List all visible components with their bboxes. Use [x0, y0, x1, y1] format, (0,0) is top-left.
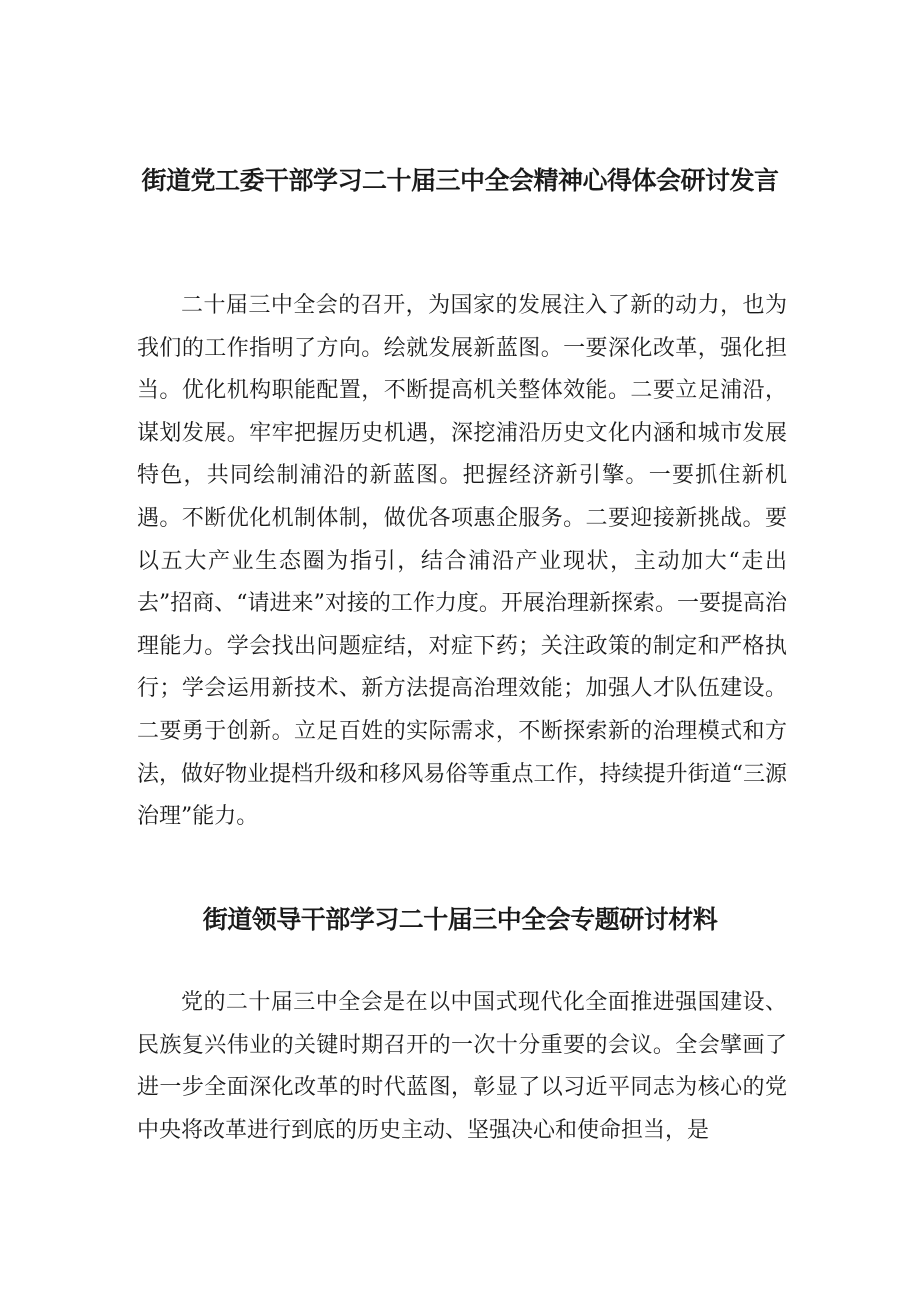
section-1-title: 街道党工委干部学习二十届三中全会精神心得体会研讨发言: [141, 166, 779, 195]
section-1-body: 二十届三中全会的召开，为国家的发展注入了新的动力，也为我们的工作指明了方向。绘就发展新蓝图。一要深化改革，强化担当。优化机构职能配置，不断提高机关整体效能。二要立足浦沿，谋划发展。牢牢把握历史机遇，深挖浦沿历史文化内涵和城市发展特色，共同绘制浦沿的新蓝图。把握经济新引擎。一要抓住新机遇。不断优化机制体制，做优各项惠企服务。二要迎接新挑战。要以五大产业生态圈为指引，结合浦沿产业现状，主动加大“走出去”招商、“请进来”对接的工作力度。开展治理新探索。一要提高治理能力。学会找出问题症结，对症下药；关注政策的制定和严格执行；学会运用新技术、新方法提高治理效能；加强人才队伍建设。二要勇于创新。立足百姓的实际需求，不断探索新的治理模式和方法，做好物业提档升级和移风易俗等重点工作，持续提升街道“三源治理”能力。: [137, 293, 787, 830]
section-2-body: 党的二十届三中全会是在以中国式现代化全面推进强国建设、民族复兴伟业的关键时期召开的一次十分重要的会议。全会擘画了进一步全面深化改革的时代蓝图，彰显了以习近平同志为核心的党中央将改革进行到底的历史主动、坚强决心和使命担当，是: [137, 990, 787, 1143]
section-2-title: 街道领导干部学习二十届三中全会专题研讨材料: [202, 905, 718, 934]
